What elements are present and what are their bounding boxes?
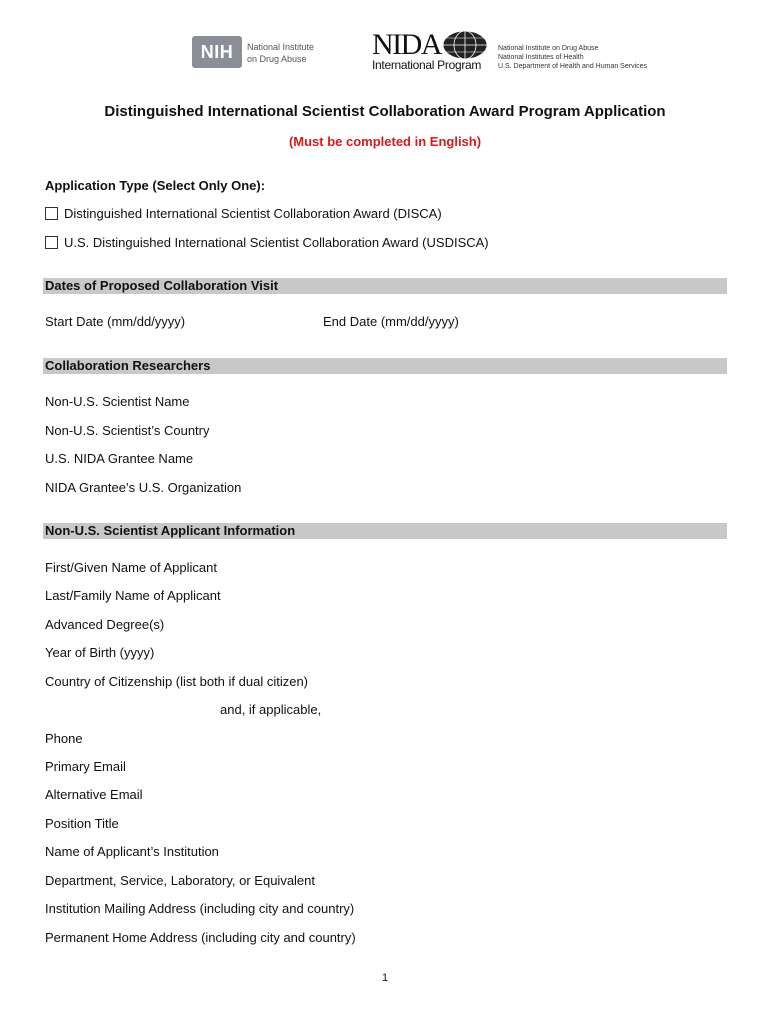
usdisca-option[interactable] <box>45 235 489 250</box>
advanced-degrees-label: Advanced Degree(s) <box>45 617 165 632</box>
nih-logo-text: NIH <box>200 41 234 62</box>
home-address-label: Permanent Home Address (including city and country) <box>45 930 356 945</box>
non-us-scientist-name-label: Non-U.S. Scientist Name <box>45 394 190 409</box>
page-number: 1 <box>381 972 389 984</box>
non-us-scientist-country-label: Non-U.S. Scientist’s Country <box>45 423 210 438</box>
page-title: Distinguished International Scientist Collaboration Award Program Application <box>104 103 666 120</box>
department-label: Department, Service, Laboratory, or Equivalent <box>45 873 316 888</box>
nih-agency-line-2: on Drug Abuse <box>247 54 307 64</box>
nida-grantee-organization-label: NIDA Grantee’s U.S. Organization <box>45 480 242 495</box>
applicant-section-header: Non-U.S. Scientist Applicant Information <box>43 523 727 539</box>
country-of-citizenship-label: Country of Citizenship (list both if dual citizen) <box>45 674 309 689</box>
researchers-section-header: Collaboration Researchers <box>43 358 727 374</box>
globe-icon <box>442 30 488 60</box>
disca-checkbox[interactable] <box>45 207 58 220</box>
institution-name-label: Name of Applicant’s Institution <box>45 844 219 859</box>
nida-grantee-name-label: U.S. NIDA Grantee Name <box>45 451 194 466</box>
agency-line-1: National Institute on Drug Abuse <box>498 45 599 52</box>
phone-label: Phone <box>45 731 83 746</box>
alternative-email-label: Alternative Email <box>45 787 143 802</box>
nih-logo <box>192 36 242 68</box>
usdisca-option-label: U.S. Distinguished International Scientist Collaboration Award (USDISCA) <box>64 235 489 250</box>
application-type-heading: Application Type (Select Only One): <box>45 178 266 193</box>
nih-agency-name <box>247 41 314 65</box>
usdisca-checkbox[interactable] <box>45 236 58 249</box>
disca-option[interactable] <box>45 206 442 221</box>
dates-section-header: Dates of Proposed Collaboration Visit <box>43 278 727 294</box>
nida-logo: NIDA <box>372 28 441 61</box>
nih-agency-line-1: National Institute <box>247 42 315 52</box>
if-applicable-label: and, if applicable, <box>220 702 322 717</box>
agency-line-2: National Institutes of Health <box>498 54 584 61</box>
last-name-label: Last/Family Name of Applicant <box>45 588 221 603</box>
end-date-label: End Date (mm/dd/yyyy) <box>323 314 459 329</box>
year-of-birth-label: Year of Birth (yyyy) <box>45 645 155 660</box>
agency-line-3: U.S. Department of Health and Human Services <box>498 63 648 70</box>
nida-program-name: International Program <box>372 58 482 72</box>
nida-agency-lines <box>498 44 647 71</box>
page-subtitle: (Must be completed in English) <box>288 134 482 149</box>
disca-option-label: Distinguished International Scientist Collaboration Award (DISCA) <box>64 206 442 221</box>
institution-address-label: Institution Mailing Address (including city and country) <box>45 901 355 916</box>
start-date-label: Start Date (mm/dd/yyyy) <box>45 314 186 329</box>
primary-email-label: Primary Email <box>45 759 126 774</box>
position-title-label: Position Title <box>45 816 119 831</box>
first-name-label: First/Given Name of Applicant <box>45 560 217 575</box>
